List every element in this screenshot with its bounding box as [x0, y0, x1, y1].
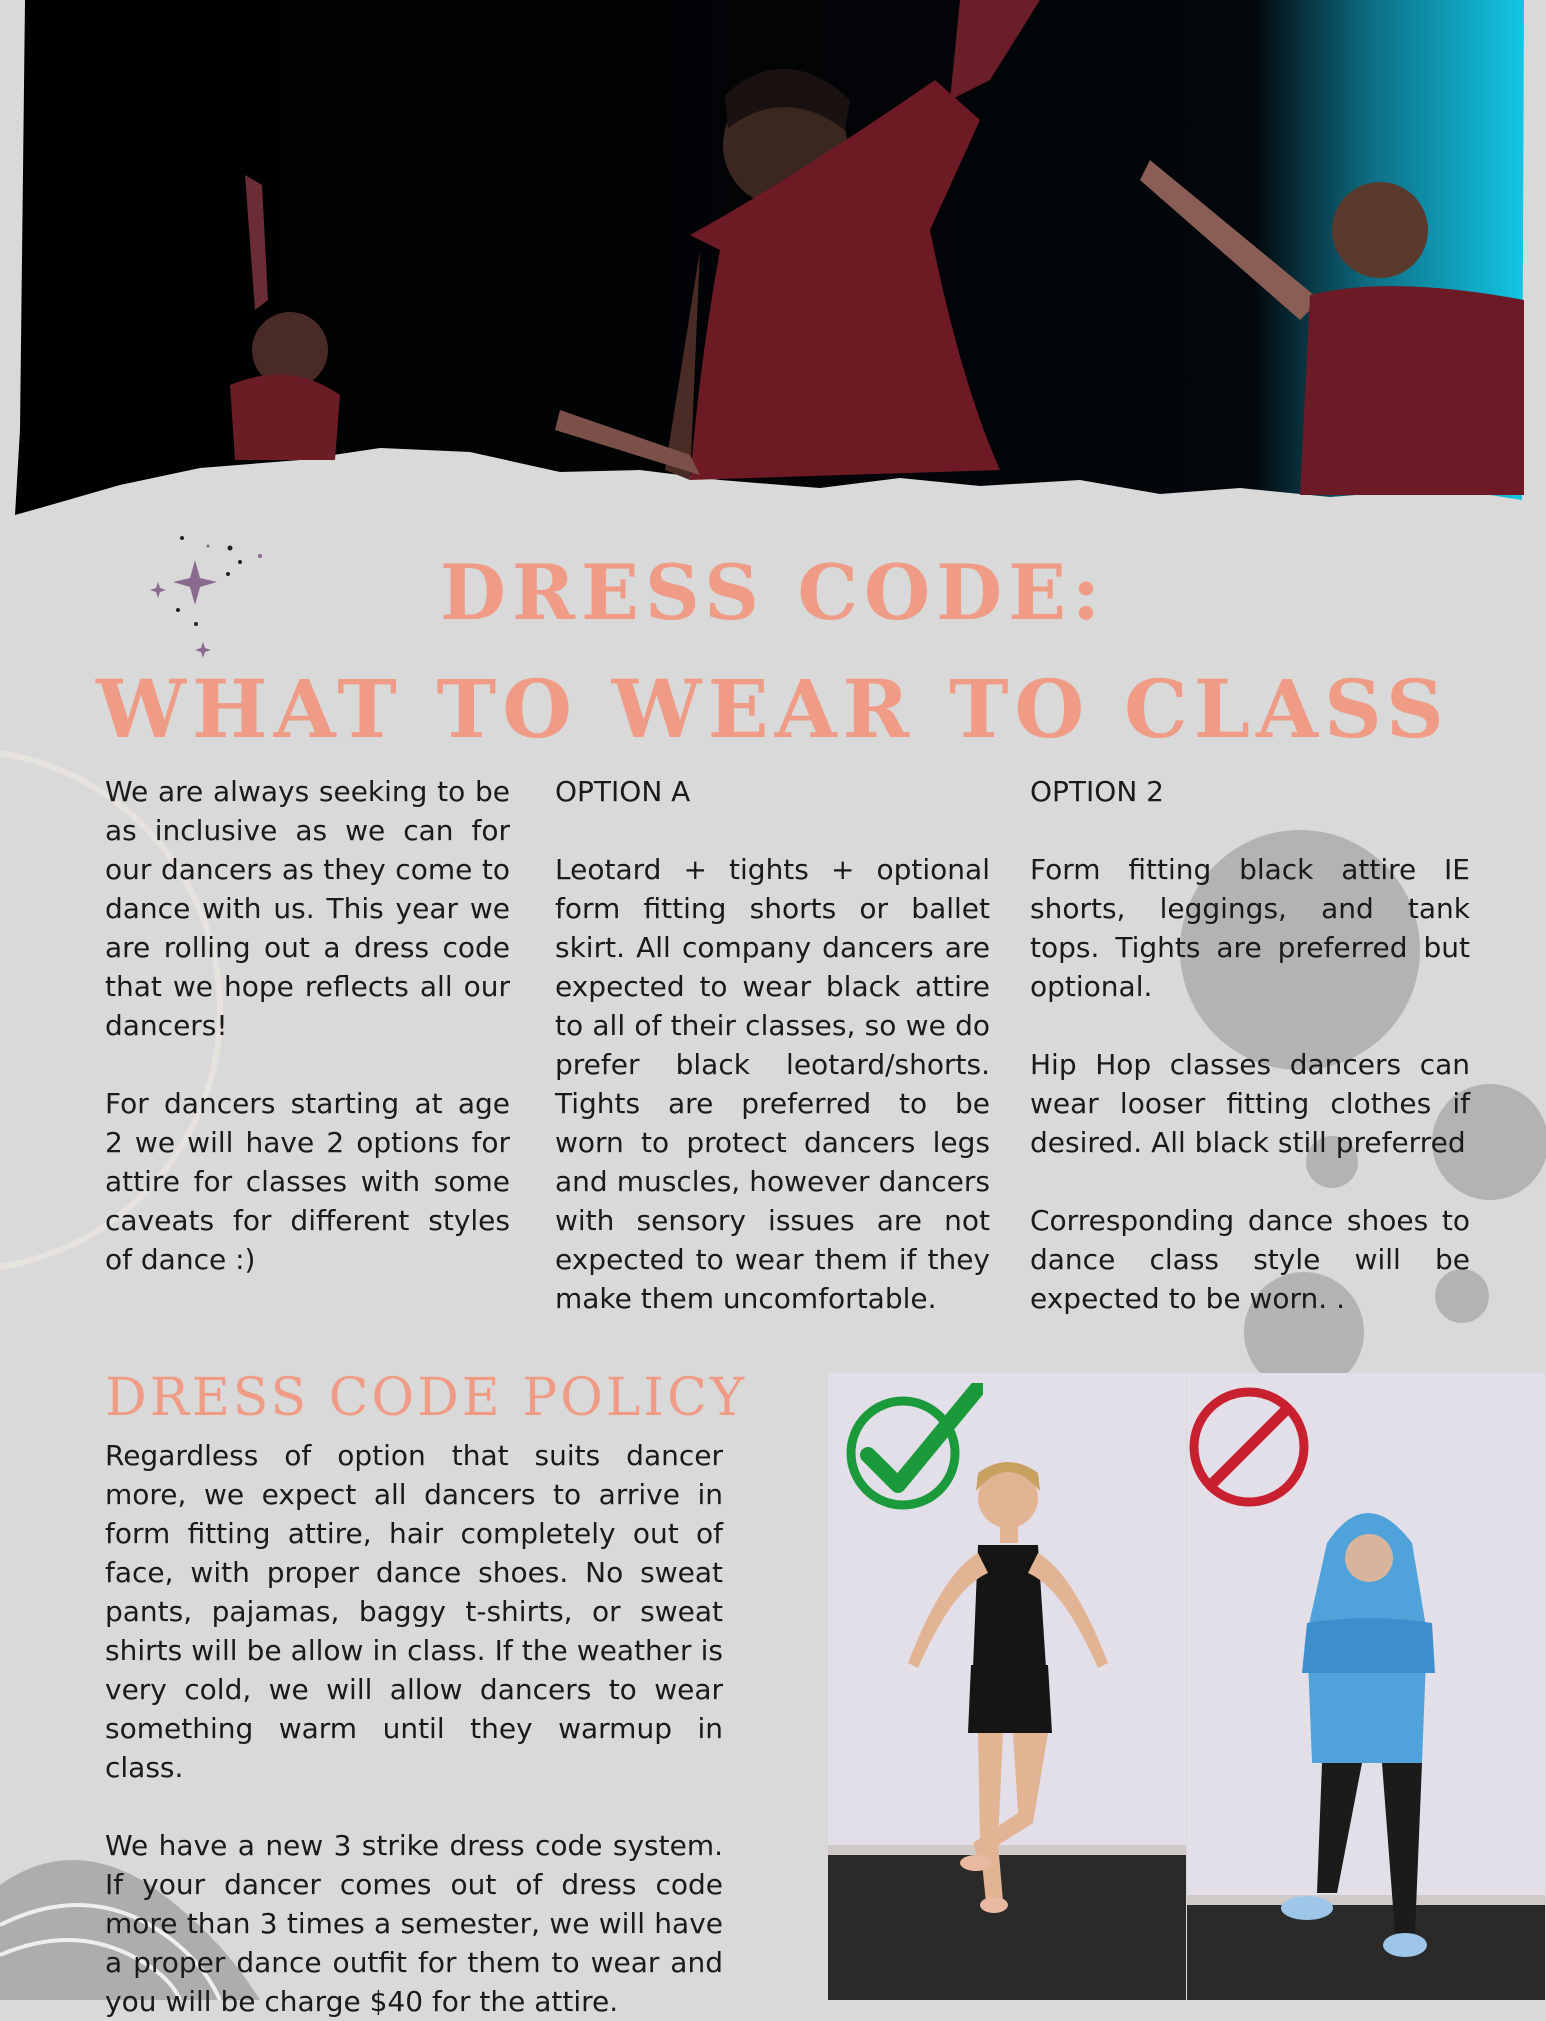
hero-dance-photo [0, 0, 1546, 520]
green-checkmark-icon [843, 1383, 983, 1513]
option-a-column [555, 772, 990, 1318]
option-2-paragraph-2: Hip Hop classes dancers can wear looser fitting clothes if desired. All black still preferred [1030, 1048, 1470, 1159]
policy-paragraph-2: We have a new 3 strike dress code system. If your dancer comes out of dress code more than 3 times a semester, we will have a proper dance outfit for them to wear and you will be charge $40 for the attire. [105, 1829, 723, 2018]
intro-paragraph-1: We are always seeking to be as inclusive as we can for our dancers as they come to dance with us. This year we are rolling out a dress code that we hope reflects all our dancers! [105, 775, 510, 1042]
page-title-line-2: WHAT TO WEAR TO CLASS [96, 662, 1450, 756]
page-title-line-1: DRESS CODE: [439, 548, 1107, 637]
policy-body [105, 1436, 723, 2021]
option-a-body: Leotard + tights + optional form fitting shorts or ballet skirt. All company dancers are expected to wear black attire to all of their classes, so we do prefer black leotard/shorts. Tights are preferred to be worn to protect dancers legs and muscles, however dancers with sensory issues are not expected to wear them if they make them uncomfortable. [555, 853, 990, 1315]
option-2-paragraph-3: Corresponding dance shoes to dance class style will be expected to be worn. . [1030, 1204, 1470, 1315]
policy-title: DRESS CODE POLICY [105, 1368, 748, 1428]
option-a-heading: OPTION A [555, 775, 691, 808]
red-prohibited-icon [1187, 1385, 1317, 1515]
option-2-heading: OPTION 2 [1030, 775, 1164, 808]
intro-paragraph-2: For dancers starting at age 2 we will have 2 options for attire for classes with some caveats for different styles of dance :) [105, 1087, 510, 1276]
option-2-column [1030, 772, 1470, 1318]
policy-paragraph-1: Regardless of option that suits dancer more, we expect all dancers to arrive in form fitting attire, hair completely out of face, with proper dance shoes. No sweat pants, pajamas, baggy t-shirts, or sweat shirts will be allow in class. If the weather is very cold, we will allow dancers to wear something warm until they warmup in class. [105, 1439, 723, 1784]
intro-column [105, 772, 510, 1279]
option-2-paragraph-1: Form fitting black attire IE shorts, leggings, and tank tops. Tights are preferred but optional. [1030, 853, 1470, 1003]
